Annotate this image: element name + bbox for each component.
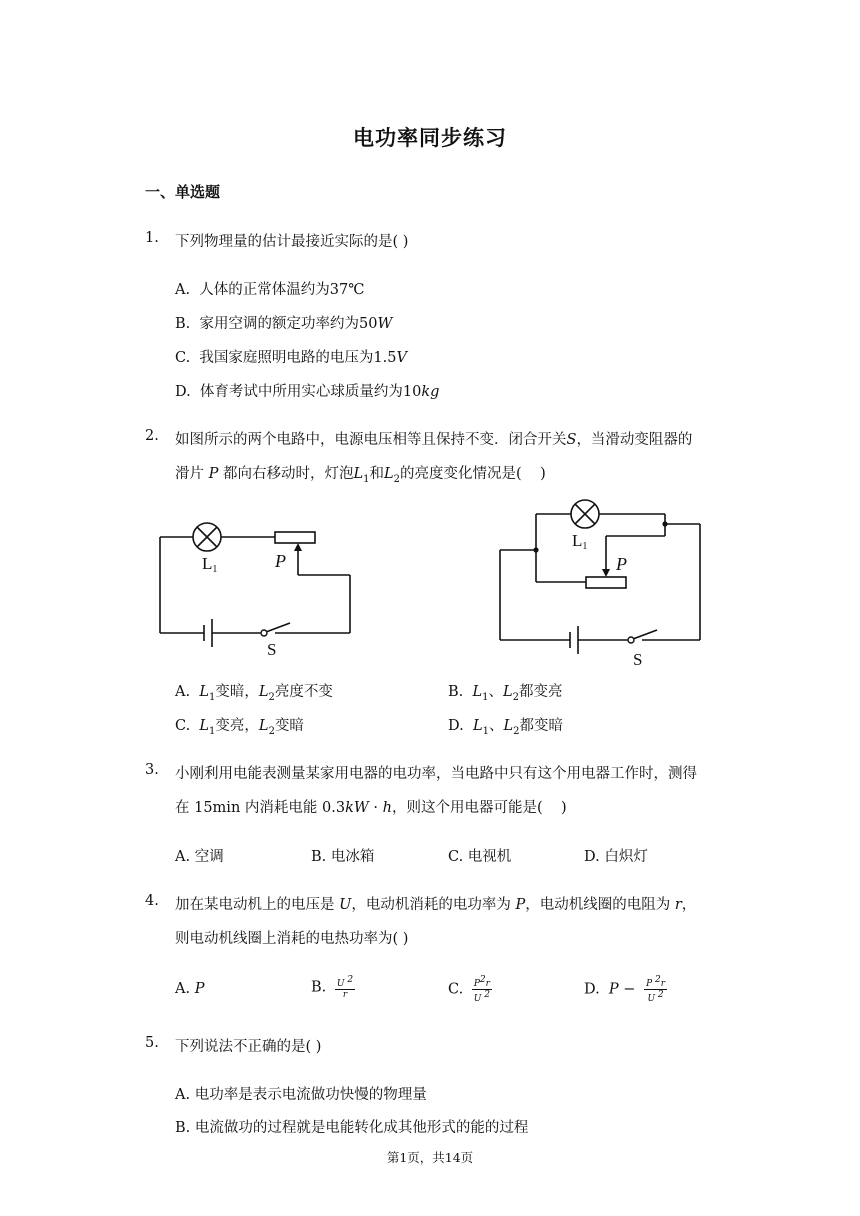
circuit-figure-2 xyxy=(490,498,710,673)
option-text: $L_1$、$L_2$都变亮 xyxy=(472,684,563,703)
section-heading: 一、单选题 xyxy=(145,183,221,201)
option-text: 体育考试中所用实心球质量约为10kg xyxy=(195,384,440,400)
option-label: A. xyxy=(175,282,191,298)
question-3-option-a xyxy=(175,845,224,866)
option-label: B. xyxy=(448,684,464,700)
question-4-line-1: 加在某电动机上的电压是 U，电动机消耗的电功率为 P，电动机线圈的电阻为 r， xyxy=(175,897,697,913)
question-4-line-2: 则电动机线圈上消耗的电热功率为( ) xyxy=(175,931,409,947)
option-text: 电流做功的过程就是电能转化成其他形式的能的过程 xyxy=(194,1120,529,1136)
option-label: D. xyxy=(448,718,464,734)
question-4-number: 4. xyxy=(145,893,159,909)
option-label: D. xyxy=(584,849,600,865)
option-label: A. xyxy=(175,684,191,700)
option-label: C. xyxy=(175,718,191,734)
option-label: C. xyxy=(175,350,191,366)
fraction-p2r-over-u2: $\frac{P^2r}{U ^2}$ xyxy=(473,975,490,1004)
question-3-line-1: 小刚利用电能表测量某家用电器的电功率，当电路中只有这个用电器工作时，测得 xyxy=(175,766,697,782)
option-label: A. xyxy=(175,981,191,997)
option-label: B. xyxy=(311,979,327,996)
option-text: $L_1$、$L_2$都变暗 xyxy=(472,718,563,737)
question-3-option-d xyxy=(584,845,648,866)
fraction-p2r-over-u2-d: $\frac{P ^2r}{U ^2}$ xyxy=(646,975,666,1004)
question-1-number: 1. xyxy=(145,230,159,246)
question-4-option-d: D. P − $\frac{P ^2r}{U ^2}$ xyxy=(584,975,666,1004)
option-label: C. xyxy=(448,981,464,998)
option-text: 电视机 xyxy=(467,849,512,865)
question-2-number: 2. xyxy=(145,428,159,444)
question-3-number: 3. xyxy=(145,762,159,778)
option-text: 白炽灯 xyxy=(604,849,648,865)
question-2-option-b xyxy=(448,680,563,703)
option-label: A. xyxy=(175,1087,191,1103)
question-3-option-b xyxy=(311,845,374,866)
question-5-number: 5. xyxy=(145,1035,159,1051)
page-title: 电功率同步练习 xyxy=(353,126,507,150)
question-5-option-a xyxy=(175,1083,427,1104)
option-text: $L_1$变暗，$L_2$亮度不变 xyxy=(199,684,333,703)
option-text: 电功率是表示电流做功快慢的物理量 xyxy=(194,1087,427,1103)
fig1-switch-label: S xyxy=(267,640,277,659)
question-4-option-b xyxy=(311,975,355,1000)
fraction-u2-over-r: $\frac{U ^2}{r}$ xyxy=(336,975,354,1000)
option-text: 空调 xyxy=(194,849,224,865)
option-label: B. xyxy=(311,849,327,865)
question-1-option-b xyxy=(175,312,392,333)
fig2-switch-label: S xyxy=(633,650,643,669)
option-label: B. xyxy=(175,1120,191,1136)
question-3-option-c xyxy=(448,845,511,866)
question-5-option-b xyxy=(175,1116,528,1137)
option-label: C. xyxy=(448,849,464,865)
question-2-option-c xyxy=(175,714,304,737)
option-text: 电冰箱 xyxy=(330,849,375,865)
fig2-lamp-label: L1 xyxy=(572,531,588,552)
fig1-slider-label: P xyxy=(275,551,286,571)
fig2-slider-label: P xyxy=(616,554,627,574)
question-1-stem: 下列物理量的估计最接近实际的是( ) xyxy=(175,234,409,250)
circuit-figure-1 xyxy=(150,515,365,665)
question-1-option-a xyxy=(175,278,364,299)
option-label: D. xyxy=(584,981,600,998)
question-2-line-2: 滑片 P 都向右移动时，灯泡$L_1$和$L_2$的亮度变化情况是( ) xyxy=(175,466,546,485)
option-label: B. xyxy=(175,316,191,332)
question-4-option-a xyxy=(175,981,204,997)
question-2-option-a xyxy=(175,680,333,703)
option-label: A. xyxy=(175,849,191,865)
option-text: P xyxy=(194,981,205,997)
question-2-line-1: 如图所示的两个电路中，电源电压相等且保持不变．闭合开关S，当滑动变阻器的 xyxy=(175,432,693,448)
question-1-option-d xyxy=(175,380,439,401)
option-text: 人体的正常体温约为37℃ xyxy=(194,282,365,298)
option-text: $L_1$变亮，$L_2$变暗 xyxy=(199,718,304,737)
fig1-lamp-label: L1 xyxy=(202,554,218,575)
option-label: D. xyxy=(175,384,191,400)
question-1-option-c xyxy=(175,346,407,367)
question-5-stem: 下列说法不正确的是( ) xyxy=(175,1039,322,1055)
page-footer: 第1页，共14页 xyxy=(386,1150,474,1165)
option-text: 我国家庭照明电路的电压为1.5V xyxy=(194,350,407,366)
option-text: 家用空调的额定功率约为50W xyxy=(194,316,393,332)
question-2-option-d xyxy=(448,714,563,737)
question-3-line-2: 在 15min 内消耗电能 0.3kW · h，则这个用电器可能是( ) xyxy=(175,800,567,816)
question-4-option-c xyxy=(448,975,492,1004)
